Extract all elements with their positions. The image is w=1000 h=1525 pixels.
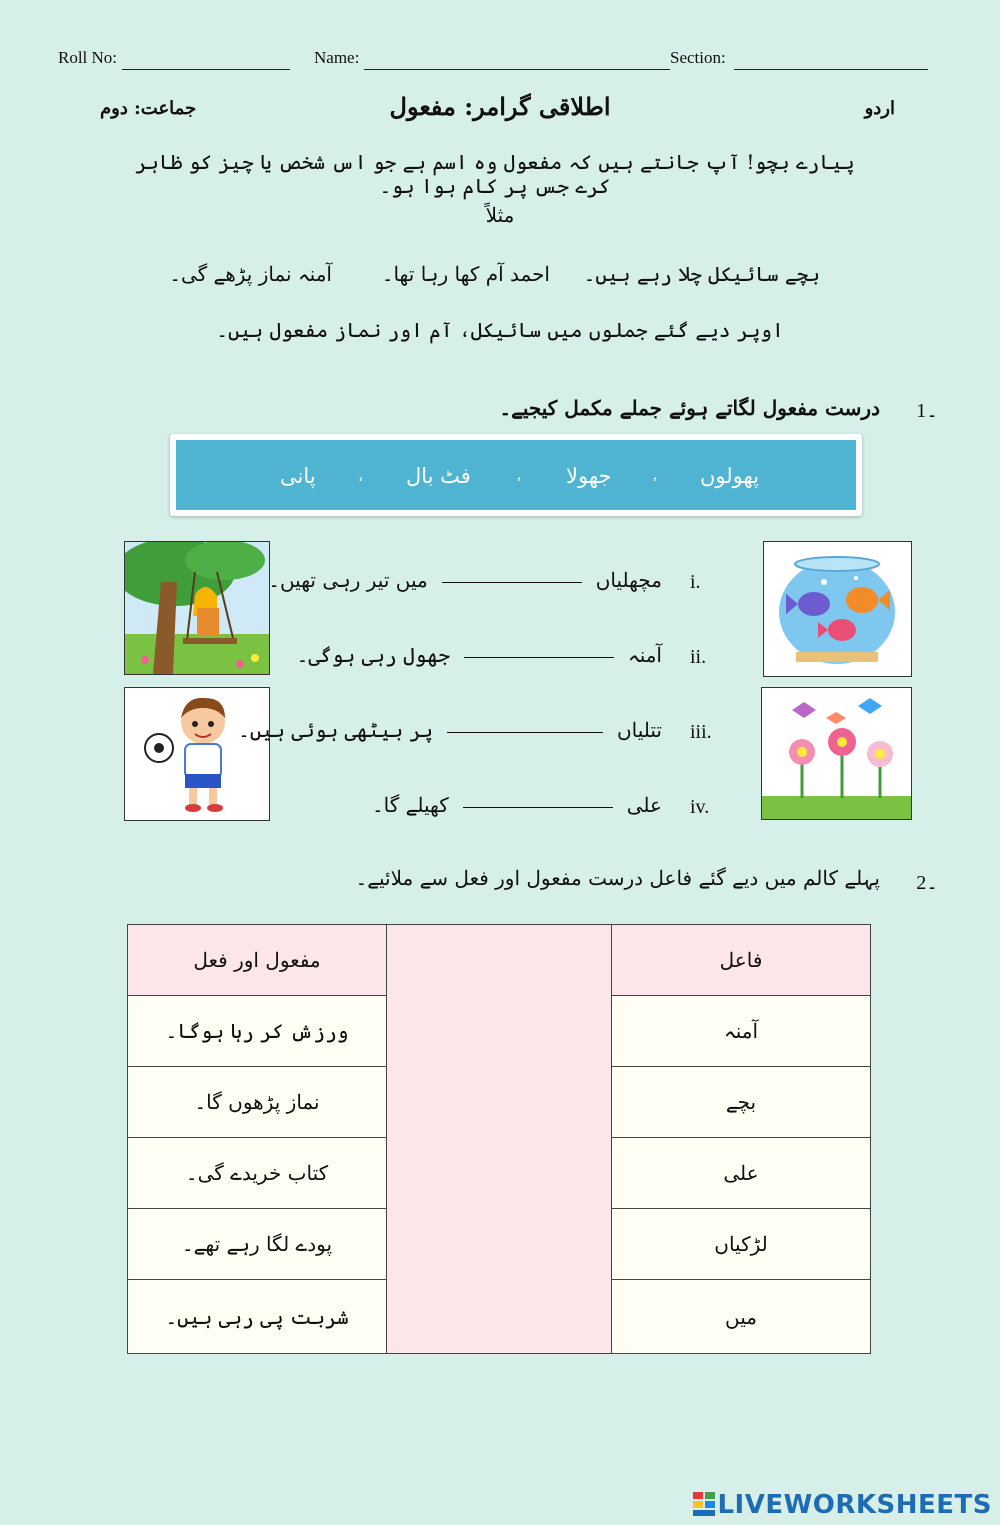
question-number: iii. <box>690 721 712 743</box>
word-bank-item[interactable]: پانی <box>280 464 316 488</box>
intro-conclusion: اوپر دیے گئے جملوں میں سائیکل، آم اور نماز مفعول ہیں۔ <box>216 318 784 342</box>
answer-blank[interactable] <box>442 582 582 583</box>
exercise1-instruction: درست مفعول لگاتے ہوئے جملے مکمل کیجیے۔ <box>499 396 880 420</box>
object-column <box>128 925 387 1353</box>
grade-label: جماعت: دوم <box>100 98 197 119</box>
exercise2-instruction: پہلے کالم میں دیے گئے فاعل درست مفعول اور فعل سے ملائیے۔ <box>355 866 880 890</box>
subject-cell[interactable]: لڑکیاں <box>612 1209 870 1280</box>
liveworksheets-logo <box>693 1490 992 1523</box>
question-subject: مچھلیاں <box>595 568 662 592</box>
answer-blank[interactable] <box>463 807 613 808</box>
question-line <box>372 793 662 817</box>
object-cell[interactable]: شربت پی رہی ہیں۔ <box>128 1280 386 1353</box>
question-subject: تتلیاں <box>616 718 662 742</box>
question-line <box>297 643 662 667</box>
subject-label: اردو <box>864 98 895 119</box>
question-rest: میں تیر رہی تھیں۔ <box>268 568 428 592</box>
name-field[interactable] <box>364 51 670 70</box>
section-field[interactable] <box>734 51 928 70</box>
example-2: احمد آم کھا رہا تھا۔ <box>381 262 550 286</box>
example-label: مثلاً <box>485 203 515 227</box>
question-subject: آمنہ <box>627 643 662 667</box>
question-rest: کھیلے گا۔ <box>371 793 449 817</box>
object-header: مفعول اور فعل <box>128 925 386 996</box>
roll-no-field[interactable] <box>122 51 290 70</box>
question-number: iv. <box>690 796 710 818</box>
fishbowl-picture <box>763 541 912 677</box>
question-number: ii. <box>690 646 707 668</box>
word-bank-separator: ، <box>358 466 364 485</box>
answer-blank[interactable] <box>447 732 603 733</box>
question-line <box>238 718 662 742</box>
subject-cell[interactable]: علی <box>612 1138 870 1209</box>
example-1: بچے سائیکل چلا رہے ہیں۔ <box>583 262 820 286</box>
word-bank-item[interactable]: جھولا <box>566 464 612 488</box>
subject-column <box>612 925 870 1353</box>
exercise2-number: 2۔ <box>916 872 938 894</box>
object-cell[interactable]: ورزش کر رہا ہوگا۔ <box>128 996 386 1067</box>
subject-cell[interactable]: میں <box>612 1280 870 1353</box>
object-cell[interactable]: نماز پڑھوں گا۔ <box>128 1067 386 1138</box>
matching-area[interactable] <box>387 925 612 1353</box>
matching-table <box>127 924 871 1354</box>
question-line <box>268 568 662 592</box>
question-rest: جھول رہی ہوگی۔ <box>296 643 450 667</box>
word-bank-item[interactable]: فٹ بال <box>406 464 471 488</box>
intro-line: پیارے بچو! آپ جانتے ہیں کہ مفعول وہ اسم ہے جو اس شخص یا چیز کو ظاہر کرے جس پر کام ہوا ہو۔ <box>135 150 855 198</box>
roll-no-label: Roll No: <box>58 48 118 67</box>
subject-cell[interactable]: آمنہ <box>612 996 870 1067</box>
word-bank-separator: ، <box>516 466 522 485</box>
logo-icon <box>693 1492 715 1523</box>
section-label: Section: <box>670 48 726 67</box>
question-number: i. <box>690 571 701 593</box>
question-rest: پر بیٹھی ہوئی ہیں۔ <box>238 718 433 742</box>
word-bank-separator: ، <box>652 466 658 485</box>
answer-blank[interactable] <box>464 657 614 658</box>
object-cell[interactable]: کتاب خریدے گی۔ <box>128 1138 386 1209</box>
flowers-butterflies-picture <box>761 687 912 820</box>
object-cell[interactable]: پودے لگا رہے تھے۔ <box>128 1209 386 1280</box>
page-title: اطلاقی گرامر: مفعول <box>389 92 611 121</box>
example-3: آمنہ نماز پڑھے گی۔ <box>169 262 332 286</box>
swing-picture <box>124 541 270 675</box>
subject-cell[interactable]: بچے <box>612 1067 870 1138</box>
name-label: Name: <box>314 48 360 67</box>
brand-text: LIVEWORKSHEETS <box>717 1490 992 1520</box>
boy-football-picture <box>124 687 270 821</box>
exercise1-number: 1۔ <box>916 400 938 422</box>
word-bank-item[interactable]: پھولوں <box>700 464 760 488</box>
question-subject: علی <box>626 793 662 817</box>
subject-header: فاعل <box>612 925 870 996</box>
word-bank <box>170 434 862 516</box>
